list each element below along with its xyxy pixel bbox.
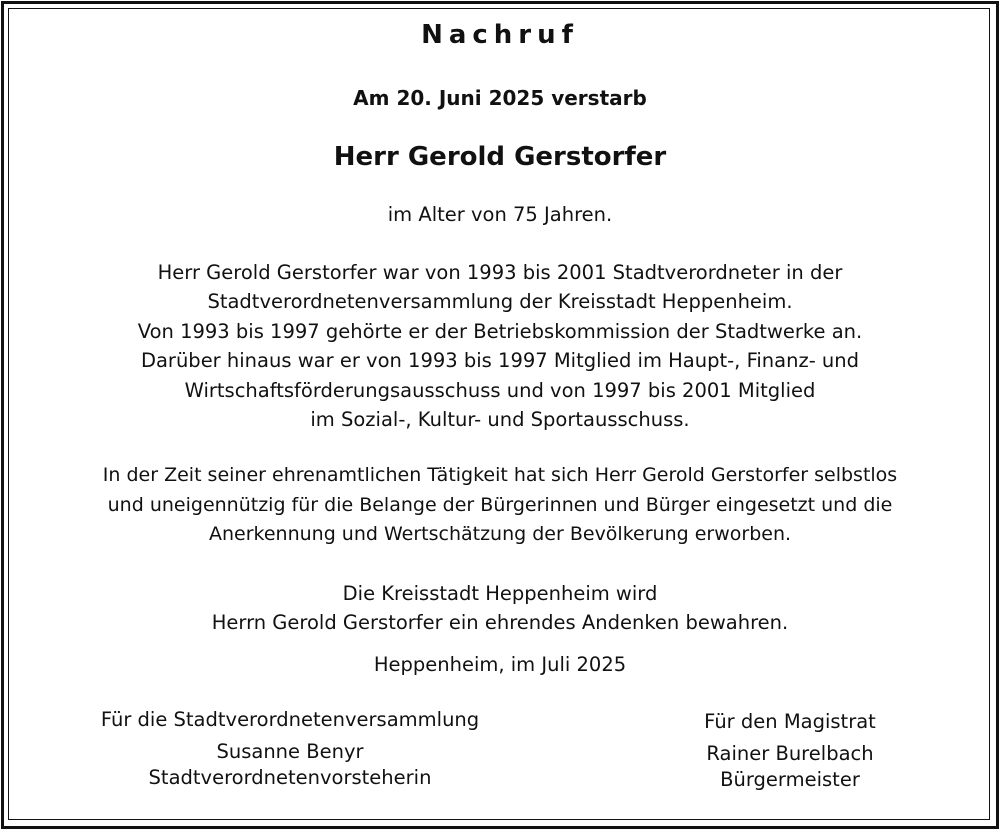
signature-role: Bürgermeister [720, 768, 860, 791]
signature-person: Susanne Benyr [216, 740, 364, 763]
paragraph-line: im Sozial-, Kultur- und Sportausschuss. [310, 408, 690, 431]
age-line: im Alter von 75 Jahren. [387, 203, 613, 226]
paragraph-line: Stadtverordnetenversammlung der Kreisstadt Heppenheim. [207, 290, 793, 313]
notice-title: Nachruf [421, 20, 579, 50]
paragraph-line: Darüber hinaus war er von 1993 bis 1997 Mitglied im Haupt-, Finanz- und [140, 349, 860, 372]
paragraph-line: Von 1993 bis 1997 gehörte er der Betriebskommission der Stadtwerke an. [137, 320, 863, 343]
closing-line: Die Kreisstadt Heppenheim wird [342, 582, 658, 605]
paragraph-line: Herr Gerold Gerstorfer war von 1993 bis 2001 Stadtverordneter in der [157, 261, 843, 284]
signature-role: Stadtverordnetenvorsteherin [148, 766, 432, 789]
death-date-line: Am 20. Juni 2025 verstarb [353, 86, 647, 110]
signature-org: Für die Stadtverordnetenversammlung [100, 708, 480, 731]
paragraph-line: Wirtschaftsförderungsausschuss und von 1997 bis 2001 Mitglied [184, 379, 816, 402]
place-date: Heppenheim, im Juli 2025 [373, 653, 627, 676]
paragraph-line: Anerkennung und Wertschätzung der Bevölkerung erworben. [208, 523, 792, 545]
signature-org: Für den Magistrat [704, 710, 876, 733]
deceased-name: Herr Gerold Gerstorfer [333, 142, 667, 172]
signature-person: Rainer Burelbach [706, 742, 874, 765]
paragraph-line: und uneigennützig für die Belange der Bürgerinnen und Bürger eingesetzt und die [107, 494, 893, 516]
paragraph-line: In der Zeit seiner ehrenamtlichen Tätigkeit hat sich Herr Gerold Gerstorfer selbstlos [102, 464, 898, 486]
closing-line: Herrn Gerold Gerstorfer ein ehrendes Andenken bewahren. [211, 611, 789, 634]
